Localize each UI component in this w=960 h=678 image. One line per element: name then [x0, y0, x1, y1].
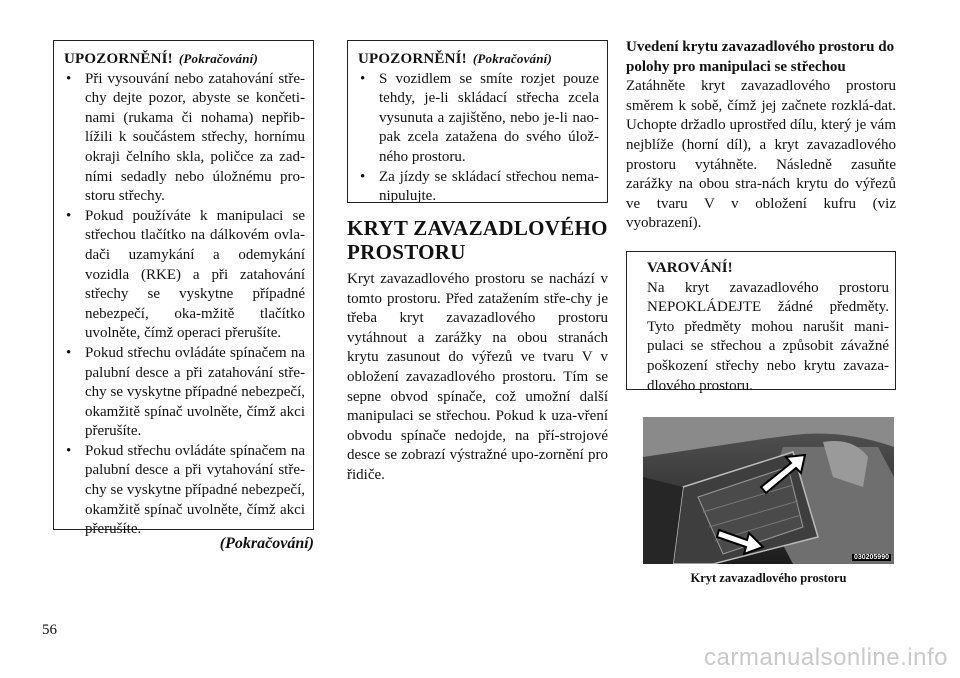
list-item: • S vozidlem se smíte rozjet pouze tehdy, je-li skládací střecha zcela vysunuta a zajištěno, nebo je-li nao-pak zcela zatažena do svého úlož-ného prostoru. — [358, 70, 599, 168]
caution-list — [358, 70, 599, 207]
left-column — [53, 40, 314, 554]
figure-id: 030205990 — [853, 554, 889, 561]
trunk-illustration — [643, 417, 894, 564]
list-item: • Za jízdy se skládací střechou nema-nipulujte. — [358, 168, 599, 207]
list-item: • Pokud střechu ovládáte spínačem na palubní desce a při vytahování stře-chy se vyskytne případné nebezpečí, okamžitě spínač uvolněte, čímž akci přerušíte. — [64, 442, 305, 540]
caution-title: UPOZORNĚNÍ! (Pokračování) — [64, 51, 259, 67]
middle-column — [347, 40, 608, 486]
warning-body: Na kryt zavazadlového prostoru NEPOKLÁDEJTE žádné předměty. Tyto předměty mohou narušit mani-pulaci se střechou a způsobit závažné poškození střechy nebo krytu zavaza-dlového prostoru. — [647, 279, 889, 394]
warning-title: VAROVÁNÍ! — [647, 259, 733, 276]
figure-caption: Kryt zavazadlového prostoru — [690, 571, 847, 585]
continued-note: (Pokračování) — [219, 535, 314, 552]
warning-box — [626, 251, 896, 394]
caution-title-note: (Pokračování) — [472, 51, 553, 66]
subheading: Uvedení krytu zavazadlového prostoru do polohy pro manipulaci se střechou — [626, 39, 895, 75]
page-number: 56 — [42, 622, 57, 638]
section-heading: KRYT ZAVAZADLOVÉHO PROSTORU — [347, 216, 608, 264]
caution-box-continued — [53, 40, 314, 538]
list-item: • Pokud používáte k manipulaci se střechou tlačítko na dálkovém ovla-dači uzamykání a odemykání vozidla (RKE) a při zatahování střechy se vyskytne případné nebezpečí, oka-mžitě tlačítko uvolněte, čímž operaci přerušíte. — [64, 207, 305, 344]
trunk-cover-photo — [643, 417, 894, 564]
instructions-body: Zatáhněte kryt zavazadlového prostoru směrem k sobě, čímž jej začnete rozklá-dat. Uchopte držadlo uprostřed dílu, který je vám nejblíže (horní díl), a kryt zavazadlového prostoru vytáhněte. Následně zasuňte zarážky na obou stra-nách krytu do výřezů ve tvaru V v obložení kufru (viz vyobrazení). — [626, 78, 896, 232]
section-body: Kryt zavazadlového prostoru se nachází v tomto prostoru. Před zatažením stře-chy je třeba kryt zavazadlového prostoru vytáhnout a zarážky na obou stranách krytu zasunout do výřezů ve tvaru V v obložení zavazadlového prostoru. Tím se sepne obvod spínače, což umožní další manipulaci se střechou. Pokud k uza-vření obvodu spínače nedojde, na pří-strojové desce se zobrazí výstražné upo-zornění pro řidiče. — [347, 271, 608, 483]
right-column — [626, 38, 896, 394]
list-item: • Pokud střechu ovládáte spínačem na palubní desce a při zatahování stře-chy se vyskytne případné nebezpečí, okamžitě spínač uvolněte, čímž akci přerušíte. — [64, 344, 305, 442]
caution-title: UPOZORNĚNÍ! (Pokračování) — [358, 51, 553, 67]
caution-box-continued-2 — [347, 40, 608, 203]
caution-list — [64, 70, 305, 540]
watermark: carmanualsonline.info — [704, 644, 948, 671]
list-item: • Při vysouvání nebo zatahování stře-chy dejte pozor, abyste se končeti-nami (rukama či nohama) nepřib-lížili k součástem střechy, hornímu okraji čelního skla, poličce za zad-ními sedadly nebo úložnému pro-storu střechy. — [64, 70, 305, 207]
caution-title-note: (Pokračování) — [178, 51, 259, 66]
